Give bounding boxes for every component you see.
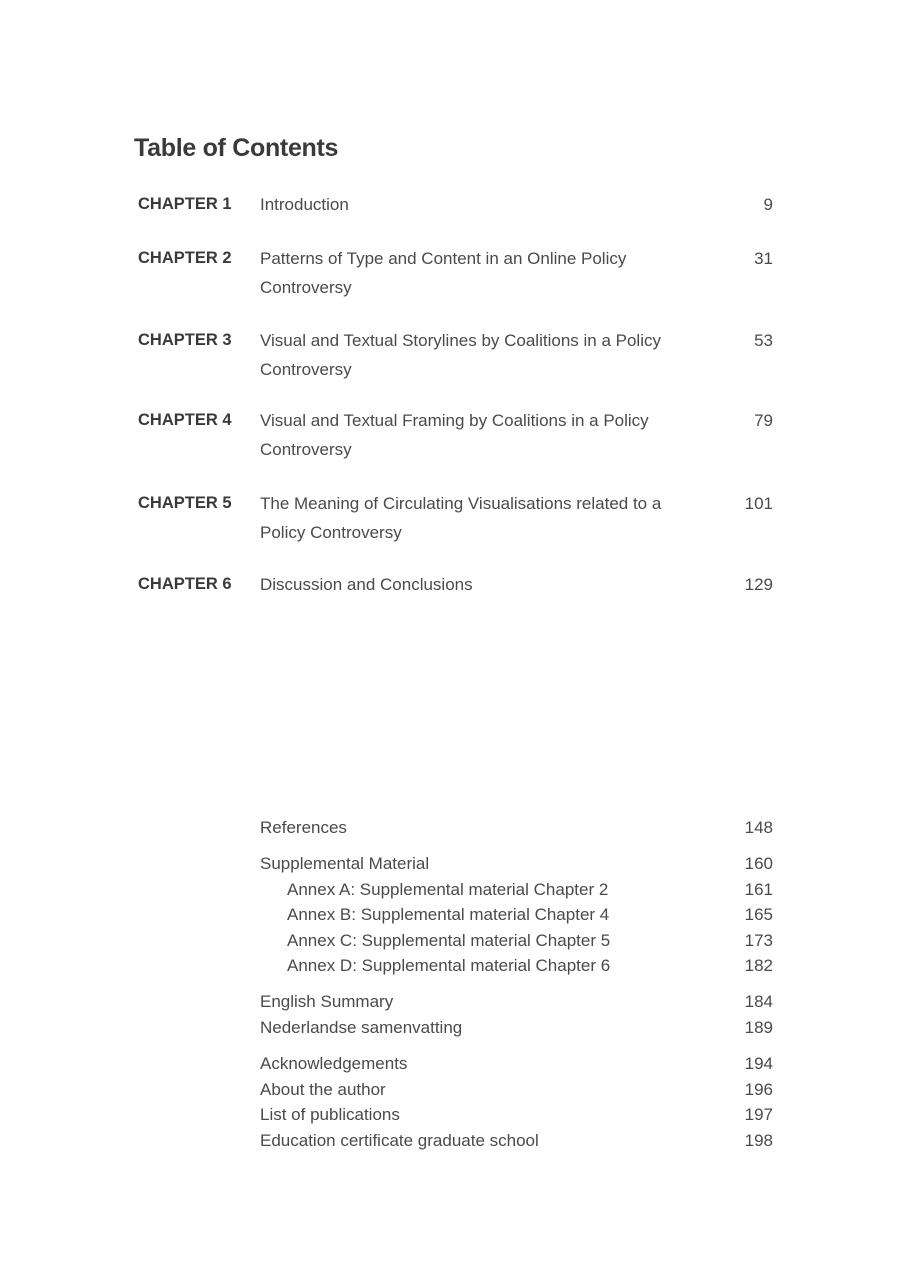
- page-number: 198: [744, 1130, 773, 1150]
- page-number: 129: [744, 575, 773, 594]
- back-matter-closing: [260, 1051, 778, 1153]
- chapter-title: Patterns of Type and Content in an Online Policy Controversy: [260, 249, 627, 297]
- toc-entry-about-author[interactable]: [260, 1077, 778, 1103]
- toc-entry-dutch-summary[interactable]: [260, 1015, 778, 1041]
- page-number: 194: [744, 1054, 773, 1073]
- chapter-title: The Meaning of Circulating Visualisations related to a Policy Controversy: [260, 494, 662, 542]
- toc-entry-acknowledgements[interactable]: [260, 1051, 778, 1077]
- chapter-label: CHAPTER 1: [138, 195, 232, 213]
- page-title: Table of Contents: [134, 134, 339, 162]
- entry-title: Acknowledgements: [260, 1054, 408, 1073]
- page-number: 173: [744, 930, 773, 950]
- toc-entry-education-certificate[interactable]: [260, 1128, 778, 1154]
- toc-entry-chapter-4[interactable]: [138, 406, 778, 464]
- entry-title: Annex A: Supplemental material Chapter 2: [287, 879, 609, 899]
- page-number: 9: [763, 195, 773, 214]
- entry-title: English Summary: [260, 992, 394, 1011]
- chapter-label: CHAPTER 4: [138, 411, 232, 429]
- toc-entry-chapter-5[interactable]: [138, 489, 778, 547]
- chapter-label: CHAPTER 2: [138, 249, 232, 267]
- page-number: 161: [744, 879, 773, 899]
- toc-entry-annex-a[interactable]: [260, 877, 778, 903]
- toc-entry-references[interactable]: [260, 815, 778, 841]
- toc-entry-annex-c[interactable]: [260, 928, 778, 954]
- entry-title: Nederlandse samenvatting: [260, 1017, 463, 1037]
- toc-entry-supplemental[interactable]: [260, 851, 778, 877]
- page-number: 148: [744, 818, 773, 837]
- entry-title: List of publications: [260, 1105, 400, 1124]
- chapter-label: CHAPTER 6: [138, 575, 232, 593]
- page-number: 79: [754, 411, 773, 430]
- page-number: 189: [744, 1017, 773, 1037]
- page-number: 184: [744, 992, 773, 1011]
- chapter-title: Visual and Textual Storylines by Coalitions in a Policy Controversy: [260, 331, 661, 379]
- page-number: 31: [754, 249, 773, 268]
- toc-entry-chapter-1[interactable]: [138, 190, 778, 219]
- page-number: 165: [744, 905, 773, 924]
- entry-title: About the author: [260, 1079, 386, 1099]
- page-number: 101: [744, 494, 773, 513]
- back-matter-supplemental: [260, 851, 778, 979]
- toc-entry-annex-b[interactable]: [260, 902, 778, 928]
- entry-title: Annex B: Supplemental material Chapter 4: [287, 905, 610, 924]
- entry-title: Annex D: Supplemental material Chapter 6: [287, 956, 611, 975]
- page-number: 196: [744, 1079, 773, 1099]
- toc-entry-chapter-3[interactable]: [138, 326, 778, 384]
- entry-title: Annex C: Supplemental material Chapter 5: [287, 930, 611, 950]
- entry-title: References: [260, 818, 347, 837]
- chapter-title: Visual and Textual Framing by Coalitions in a Policy Controversy: [260, 411, 649, 459]
- page-number: 182: [744, 956, 773, 975]
- page-number: 53: [754, 331, 773, 350]
- back-matter-references: [260, 815, 778, 841]
- toc-entry-chapter-6[interactable]: [138, 570, 778, 599]
- back-matter-summaries: [260, 989, 778, 1040]
- toc-entry-publications[interactable]: [260, 1102, 778, 1128]
- chapter-title: Introduction: [260, 195, 349, 214]
- page-number: 197: [744, 1105, 773, 1124]
- toc-entry-chapter-2[interactable]: [138, 244, 778, 302]
- toc-entry-english-summary[interactable]: [260, 989, 778, 1015]
- entry-title: Supplemental Material: [260, 854, 430, 873]
- toc-entry-annex-d[interactable]: [260, 953, 778, 979]
- entry-title: Education certificate graduate school: [260, 1130, 539, 1150]
- chapter-title: Discussion and Conclusions: [260, 575, 473, 594]
- page-number: 160: [744, 854, 773, 873]
- chapter-label: CHAPTER 3: [138, 331, 232, 349]
- chapter-label: CHAPTER 5: [138, 494, 232, 512]
